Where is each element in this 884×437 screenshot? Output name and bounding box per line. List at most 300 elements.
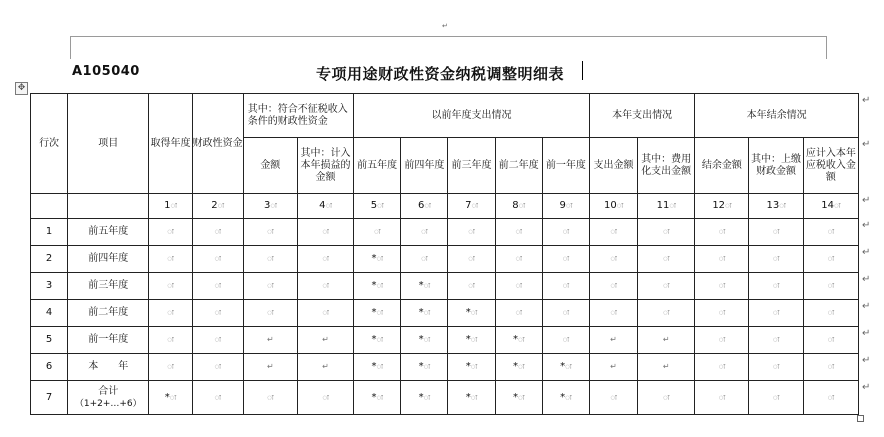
data-cell[interactable]: [695, 273, 749, 300]
cell-end-mark: ः: [470, 392, 478, 402]
cell-end-mark: ः: [170, 201, 177, 210]
cell-end-mark: ः: [772, 362, 780, 371]
row-number: [31, 219, 68, 246]
cell-end-mark: ः: [517, 362, 525, 371]
page-top-rule: [80, 36, 816, 37]
row-label: [68, 300, 149, 327]
table-row: [31, 354, 859, 381]
cell-end-mark: ः: [663, 254, 670, 263]
data-cell[interactable]: [149, 354, 192, 381]
row-number-text: 1: [45, 226, 53, 237]
header-paid-to-finance: 其中：上缴财政金额: [749, 138, 803, 194]
star-mark: *: [512, 391, 518, 403]
cell-end-mark: ः: [562, 254, 570, 263]
data-cell[interactable]: [542, 219, 589, 246]
cell-end-mark: ः: [772, 308, 780, 317]
header-item: 项目: [68, 94, 149, 194]
data-cell[interactable]: [638, 219, 695, 246]
cell-end-mark: ः: [169, 392, 177, 402]
data-cell[interactable]: [149, 300, 192, 327]
data-cell[interactable]: [749, 327, 803, 354]
table-row: [31, 273, 859, 300]
cell-end-mark: ः: [325, 201, 332, 210]
cell-end-mark: ः: [214, 392, 221, 402]
data-cell[interactable]: [749, 219, 803, 246]
data-cell[interactable]: [495, 327, 542, 354]
cell-end-mark: ः: [376, 308, 383, 317]
tax-adjustment-table: [30, 93, 859, 415]
header-current-expense-group: 本年支出情况: [589, 94, 694, 138]
cell-end-mark: ः: [423, 362, 431, 371]
column-number: [149, 194, 192, 219]
data-cell[interactable]: [149, 246, 192, 273]
data-cell[interactable]: [448, 273, 495, 300]
data-cell[interactable]: [495, 381, 542, 415]
cell-end-mark: ः: [565, 362, 572, 371]
star-mark: *: [164, 391, 170, 403]
row-label-text: 前二年度: [88, 307, 129, 318]
column-number-text: 3: [263, 200, 271, 211]
cell-end-mark: ः: [214, 281, 221, 290]
paragraph-mark: ↵: [322, 362, 329, 371]
table-row: [31, 246, 859, 273]
cell-end-mark: ः: [772, 227, 780, 236]
table-row: [31, 300, 859, 327]
cell-end-mark: ः: [214, 254, 221, 263]
row-label: [68, 381, 149, 415]
data-cell[interactable]: [749, 381, 803, 415]
row-label: [68, 246, 149, 273]
data-cell[interactable]: [401, 273, 448, 300]
data-cell[interactable]: [749, 246, 803, 273]
cell-end-mark: ः: [518, 201, 526, 210]
cell-end-mark: ः: [718, 335, 726, 344]
cell-end-mark: ः: [718, 227, 726, 236]
cell-end-mark: ः: [424, 201, 431, 210]
paragraph-mark: ↵: [610, 335, 617, 344]
data-cell[interactable]: [354, 381, 401, 415]
row-end-mark: ↵: [862, 354, 871, 366]
data-cell[interactable]: [354, 219, 401, 246]
table-row: [31, 381, 859, 415]
data-cell[interactable]: [354, 246, 401, 273]
column-number: [243, 194, 297, 219]
cell-end-mark: ः: [322, 227, 329, 236]
data-cell[interactable]: [354, 300, 401, 327]
data-cell[interactable]: [243, 273, 297, 300]
cell-end-mark: ः: [515, 227, 522, 236]
data-cell[interactable]: [401, 381, 448, 415]
cell-end-mark: ः: [562, 227, 570, 236]
cell-end-mark: ः: [322, 254, 329, 263]
data-cell[interactable]: [401, 327, 448, 354]
header-balance-amount: 结余金额: [695, 138, 749, 194]
header-included-current-pl: 其中：计入本年损益的金额: [297, 138, 353, 194]
data-cell[interactable]: [297, 246, 353, 273]
data-cell[interactable]: [638, 273, 695, 300]
data-cell[interactable]: [803, 246, 858, 273]
row-end-mark: ↵: [862, 300, 871, 312]
data-cell[interactable]: [495, 219, 542, 246]
cell-end-mark: ः: [565, 201, 573, 210]
data-cell[interactable]: [297, 273, 353, 300]
column-number: [749, 194, 803, 219]
cell-end-mark: ः: [562, 281, 570, 290]
star-mark: *: [512, 334, 518, 345]
header-expense-amount: 支出金额: [589, 138, 637, 194]
cell-end-mark: ः: [772, 254, 780, 263]
table-move-handle-icon[interactable]: ✥: [15, 82, 28, 95]
cell-end-mark: ः: [167, 308, 174, 317]
column-number: [542, 194, 589, 219]
number-row-blank: [31, 194, 68, 219]
row-label: [68, 354, 149, 381]
data-cell[interactable]: [803, 327, 858, 354]
cell-end-mark: ः: [515, 308, 522, 317]
cell-end-mark: ः: [663, 308, 670, 317]
paragraph-mark: ↵: [662, 362, 670, 371]
number-row-blank: [68, 194, 149, 219]
row-number: [31, 354, 68, 381]
data-cell[interactable]: [695, 327, 749, 354]
row-end-mark: ↵: [862, 273, 871, 285]
cell-end-mark: ः: [827, 308, 835, 317]
star-mark: *: [465, 307, 471, 318]
cell-end-mark: ः: [470, 335, 478, 344]
table-row: [31, 327, 859, 354]
cell-end-mark: ः: [376, 335, 383, 344]
cell-end-mark: ः: [214, 335, 221, 344]
data-cell[interactable]: [749, 273, 803, 300]
data-cell[interactable]: [297, 300, 353, 327]
data-cell[interactable]: [448, 381, 495, 415]
star-mark: *: [371, 280, 377, 291]
cell-end-mark: ः: [167, 335, 174, 344]
cell-end-mark: ः: [515, 254, 522, 263]
data-cell[interactable]: [589, 354, 637, 381]
cell-end-mark: ः: [217, 201, 224, 210]
cell-end-mark: ः: [471, 201, 478, 210]
data-cell[interactable]: [542, 273, 589, 300]
data-cell[interactable]: [589, 246, 637, 273]
star-mark: *: [371, 253, 377, 264]
column-number: [803, 194, 858, 219]
data-cell[interactable]: [542, 354, 589, 381]
cell-end-mark: ः: [423, 335, 431, 344]
column-number: [297, 194, 353, 219]
data-cell[interactable]: [695, 381, 749, 415]
star-mark: *: [371, 391, 377, 403]
cell-end-mark: ः: [517, 335, 525, 344]
data-cell[interactable]: [749, 300, 803, 327]
star-mark: *: [418, 280, 424, 291]
data-cell[interactable]: [354, 273, 401, 300]
row-label: [68, 219, 149, 246]
cell-end-mark: ः: [376, 254, 383, 263]
data-cell[interactable]: [589, 219, 637, 246]
row-label: [68, 327, 149, 354]
column-number: [638, 194, 695, 219]
data-cell[interactable]: [749, 354, 803, 381]
column-number: [695, 194, 749, 219]
cell-end-mark: ः: [718, 254, 726, 263]
cell-end-mark: ः: [376, 362, 383, 371]
cell-end-mark: ः: [827, 227, 835, 236]
data-cell[interactable]: [448, 300, 495, 327]
star-mark: *: [560, 391, 566, 403]
cell-end-mark: ः: [468, 254, 475, 263]
row-number-text: 5: [45, 334, 53, 345]
text-cursor: [582, 61, 583, 80]
data-cell[interactable]: [695, 246, 749, 273]
cell-end-mark: ः: [772, 392, 780, 402]
row-end-mark: ↵: [862, 381, 871, 393]
cell-end-mark: ः: [468, 281, 475, 290]
column-number: [495, 194, 542, 219]
data-cell[interactable]: [803, 300, 858, 327]
cell-end-mark: ः: [827, 335, 835, 344]
cell-end-mark: ः: [322, 308, 329, 317]
cell-end-mark: ः: [468, 227, 475, 236]
table-row: [31, 219, 859, 246]
cell-end-mark: ः: [421, 254, 428, 263]
header-y4: 前四年度: [401, 138, 448, 194]
cell-end-mark: ः: [515, 281, 522, 290]
data-cell[interactable]: [149, 273, 192, 300]
cell-end-mark: ः: [167, 254, 174, 263]
cell-end-mark: ः: [562, 335, 570, 344]
page-corner-top-left: [70, 36, 81, 59]
data-cell[interactable]: [638, 246, 695, 273]
cell-end-mark: ः: [517, 392, 525, 402]
data-cell[interactable]: [297, 219, 353, 246]
column-number-text: 1: [164, 200, 171, 211]
data-cell[interactable]: [803, 381, 858, 415]
cell-end-mark: ः: [610, 254, 617, 263]
data-cell[interactable]: [695, 219, 749, 246]
row-number-text: 4: [45, 307, 53, 318]
cell-end-mark: ः: [718, 308, 726, 317]
paragraph-mark: ↵: [266, 335, 274, 344]
header-y3: 前三年度: [448, 138, 495, 194]
cell-end-mark: ः: [423, 392, 431, 402]
data-cell[interactable]: [401, 246, 448, 273]
data-cell[interactable]: [297, 381, 353, 415]
cell-end-mark: ः: [214, 227, 221, 236]
cell-end-mark: ः: [616, 201, 624, 210]
cell-end-mark: ः: [167, 227, 174, 236]
data-cell[interactable]: [297, 354, 353, 381]
row-number: [31, 246, 68, 273]
cell-end-mark: ः: [322, 281, 329, 290]
form-title: 专项用途财政性资金纳税调整明细表: [316, 65, 565, 83]
data-cell[interactable]: [589, 327, 637, 354]
data-cell[interactable]: [401, 300, 448, 327]
data-cell[interactable]: [542, 246, 589, 273]
star-mark: *: [465, 391, 471, 403]
data-cell[interactable]: [495, 273, 542, 300]
star-mark: *: [418, 307, 424, 318]
data-cell[interactable]: [448, 327, 495, 354]
data-cell[interactable]: [354, 354, 401, 381]
cell-end-mark: ः: [423, 308, 431, 317]
cell-end-mark: ः: [718, 281, 726, 290]
cell-end-mark: ः: [718, 362, 726, 371]
row-number: [31, 273, 68, 300]
column-number-text: 7: [465, 200, 472, 211]
data-cell[interactable]: [192, 246, 243, 273]
data-cell[interactable]: [192, 273, 243, 300]
data-cell[interactable]: [803, 219, 858, 246]
cell-end-mark: ः: [610, 227, 617, 236]
header-y5: 前五年度: [354, 138, 401, 194]
column-number-text: 4: [319, 200, 326, 211]
form-code: A105040: [72, 64, 140, 79]
data-cell[interactable]: [542, 300, 589, 327]
row-end-mark: ↵: [862, 138, 871, 150]
data-cell[interactable]: [695, 354, 749, 381]
data-cell[interactable]: [243, 219, 297, 246]
header-paragraph-mark: ↵: [442, 22, 448, 30]
cell-end-mark: ः: [267, 254, 274, 263]
star-mark: *: [371, 334, 377, 345]
star-mark: *: [371, 307, 377, 318]
column-number-text: 10: [603, 200, 617, 211]
column-number: [354, 194, 401, 219]
data-cell[interactable]: [638, 327, 695, 354]
cell-end-mark: ः: [167, 281, 174, 290]
data-cell[interactable]: [192, 327, 243, 354]
cell-end-mark: ः: [827, 362, 835, 371]
data-cell[interactable]: [149, 219, 192, 246]
row-number-text: 7: [45, 391, 53, 403]
star-mark: *: [512, 361, 518, 372]
cell-end-mark: ः: [270, 201, 277, 210]
data-cell[interactable]: [243, 354, 297, 381]
data-cell[interactable]: [638, 381, 695, 415]
row-number: [31, 300, 68, 327]
data-cell[interactable]: [638, 300, 695, 327]
column-number: [401, 194, 448, 219]
column-number-text: 6: [417, 200, 425, 211]
column-number-text: 14: [821, 200, 834, 211]
cell-end-mark: ः: [322, 392, 329, 402]
cell-end-mark: ः: [718, 392, 726, 402]
data-cell[interactable]: [149, 327, 192, 354]
cell-end-mark: ः: [779, 201, 786, 210]
cell-end-mark: ः: [663, 227, 670, 236]
cell-end-mark: ः: [376, 392, 383, 402]
header-non-taxable-group: 其中：符合不征税收入条件的财政性资金: [243, 94, 353, 138]
cell-end-mark: ः: [827, 254, 835, 263]
data-cell[interactable]: [695, 300, 749, 327]
data-cell[interactable]: [243, 300, 297, 327]
header-y1: 前一年度: [542, 138, 589, 194]
paragraph-mark: ↵: [266, 362, 274, 371]
column-number-text: 13: [766, 200, 780, 211]
data-cell[interactable]: [803, 273, 858, 300]
cell-end-mark: ः: [423, 281, 431, 290]
star-mark: *: [371, 361, 377, 372]
data-cell[interactable]: [149, 381, 192, 415]
data-cell[interactable]: [192, 354, 243, 381]
cell-end-mark: ः: [267, 308, 274, 317]
data-cell[interactable]: [542, 381, 589, 415]
paragraph-mark: ↵: [322, 335, 329, 344]
column-number-text: 12: [712, 200, 726, 211]
row-end-mark: ↵: [862, 219, 871, 231]
header-expensed-amount: 其中：费用化支出金额: [638, 138, 695, 194]
data-cell[interactable]: [192, 381, 243, 415]
data-cell[interactable]: [495, 246, 542, 273]
column-number-text: 2: [211, 200, 218, 211]
table-resize-handle[interactable]: [857, 415, 864, 422]
data-cell[interactable]: [243, 246, 297, 273]
data-cell[interactable]: [495, 354, 542, 381]
cell-end-mark: ः: [267, 392, 274, 402]
cell-end-mark: ः: [669, 201, 676, 210]
data-cell[interactable]: [803, 354, 858, 381]
data-cell[interactable]: [448, 246, 495, 273]
cell-end-mark: ः: [470, 362, 478, 371]
row-label-text: 前三年度: [88, 280, 129, 291]
data-cell[interactable]: [354, 327, 401, 354]
cell-end-mark: ः: [772, 335, 780, 344]
cell-end-mark: ः: [725, 201, 732, 210]
cell-end-mark: ः: [610, 392, 617, 402]
data-cell[interactable]: [542, 327, 589, 354]
data-cell[interactable]: [448, 219, 495, 246]
row-label-text: 前四年度: [88, 253, 129, 264]
header-y2: 前二年度: [495, 138, 542, 194]
row-label-text: 前一年度: [88, 334, 129, 345]
cell-end-mark: ः: [663, 281, 670, 290]
cell-end-mark: ः: [167, 362, 174, 371]
row-label-text: 合计: [98, 385, 119, 397]
data-cell[interactable]: [401, 219, 448, 246]
header-year-obtained: 取得年度: [149, 94, 192, 194]
header-taxable-income: 应计入本年应税收入金额: [803, 138, 858, 194]
row-number-text: 6: [45, 361, 53, 372]
data-cell[interactable]: [589, 300, 637, 327]
data-cell[interactable]: [495, 300, 542, 327]
data-cell[interactable]: [638, 354, 695, 381]
column-number-text: 11: [656, 200, 670, 211]
cell-end-mark: ः: [565, 392, 572, 402]
data-cell[interactable]: [589, 381, 637, 415]
star-mark: *: [418, 361, 424, 372]
data-cell[interactable]: [243, 327, 297, 354]
cell-end-mark: ः: [214, 362, 221, 371]
data-cell[interactable]: [243, 381, 297, 415]
row-number: [31, 327, 68, 354]
data-cell[interactable]: [192, 300, 243, 327]
cell-end-mark: ः: [421, 227, 428, 236]
paragraph-mark: ↵: [610, 362, 617, 371]
column-number-text: 5: [370, 200, 378, 211]
data-cell[interactable]: [297, 327, 353, 354]
header-balance-group: 本年结余情况: [695, 94, 859, 138]
data-cell[interactable]: [192, 219, 243, 246]
data-cell[interactable]: [589, 273, 637, 300]
header-row-no: 行次: [31, 94, 68, 194]
data-cell[interactable]: [401, 354, 448, 381]
star-mark: *: [465, 334, 471, 345]
column-number: [589, 194, 637, 219]
cell-end-mark: ः: [610, 308, 617, 317]
data-cell[interactable]: [448, 354, 495, 381]
cell-end-mark: ः: [267, 281, 274, 290]
